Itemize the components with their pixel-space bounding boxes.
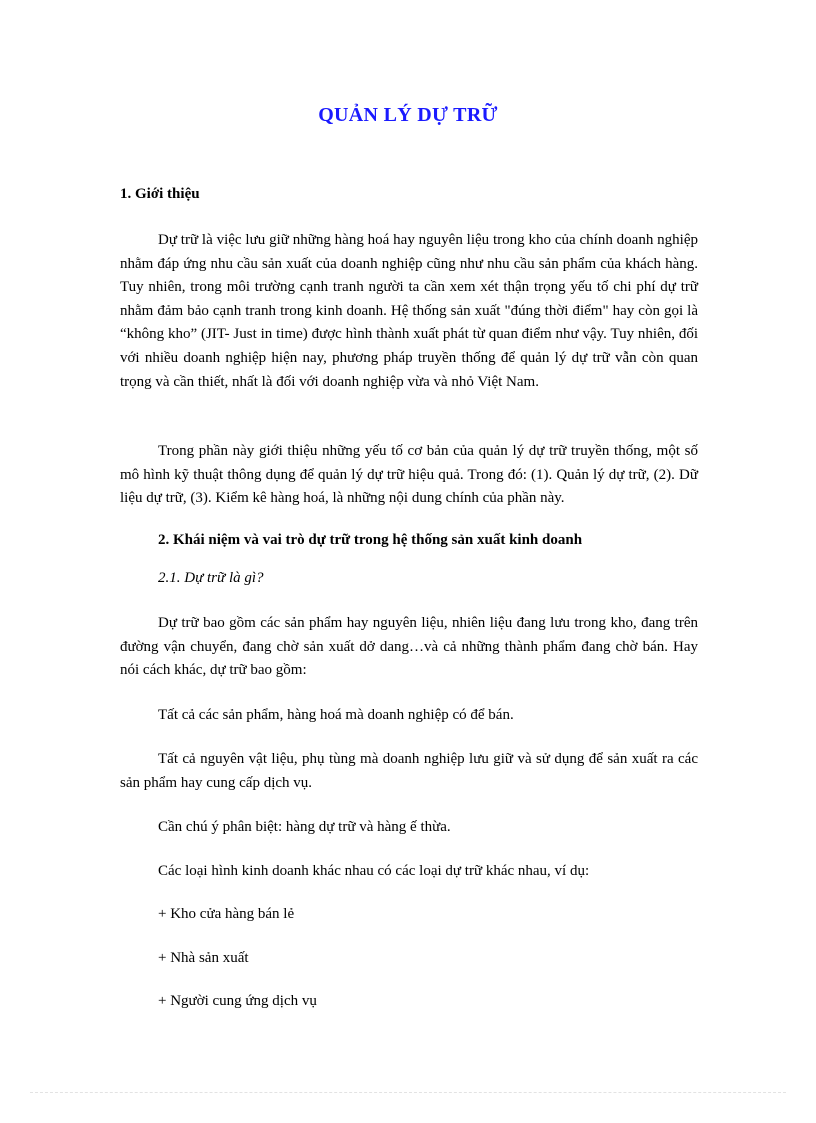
section-2-paragraph-1: Dự trữ bao gồm các sản phẩm hay nguyên liệu, nhiên liệu đang lưu trong kho, đang trên đường vận chuyển, đang chờ sản xuất dở dang…và cả những thành phẩm đang chờ bán. Hay nói cách khác, dự trữ bao gồm: <box>120 615 698 679</box>
section-2-paragraph-5: Các loại hình kinh doanh khác nhau có các loại dự trữ khác nhau, ví dụ: <box>158 863 590 879</box>
section-2-paragraph-2: Tất cả các sản phẩm, hàng hoá mà doanh nghiệp có để bán. <box>158 707 514 723</box>
section-1-paragraph-2: Trong phần này giới thiệu những yếu tố cơ bản của quản lý dự trữ truyền thống, một số mô hình kỹ thuật thông dụng để quản lý dự trữ hiệu quả. Trong đó: (1). Quản lý dự trữ, (2). Dữ liệu dự trữ, (3). Kiểm kê hàng hoá, là những nội dung chính của phần này. <box>120 443 698 507</box>
section-1-paragraph-1: Dự trữ là việc lưu giữ những hàng hoá hay nguyên liệu trong kho của chính doanh nghiệp nhằm đáp ứng nhu cầu sản xuất của doanh nghiệp cũng như nhu cầu sản phẩm của khách hàng. Tuy nhiên, trong môi trường cạnh tranh người ta cần xem xét thận trọng yếu tố chi phí dự trữ nhằm đảm bảo cạnh tranh trong kinh doanh. Hệ thống sản xuất "đúng thời điểm" hay còn gọi là “không kho” (JIT- Just in time) được hình thành xuất phát từ quan điểm như vậy. Tuy nhiên, đối với nhiều doanh nghiệp hiện nay, phương pháp truyền thống để quản lý dự trữ vẫn còn quan trọng và cần thiết, nhất là đối với doanh nghiệp vừa và nhỏ Việt Nam. <box>120 232 698 390</box>
list-item: + Kho cửa hàng bán lẻ <box>158 906 295 922</box>
section-2-paragraph-3: Tất cả nguyên vật liệu, phụ tùng mà doanh nghiệp lưu giữ và sử dụng để sản xuất ra các sản phẩm hay cung cấp dịch vụ. <box>120 751 698 791</box>
section-2-heading: 2. Khái niệm và vai trò dự trữ trong hệ thống sản xuất kinh doanh <box>158 532 583 548</box>
section-2-paragraph-4: Cần chú ý phân biệt: hàng dự trữ và hàng ế thừa. <box>158 819 451 835</box>
section-1-heading: 1. Giới thiệu <box>120 186 200 202</box>
list-item: + Người cung ứng dịch vụ <box>158 993 317 1009</box>
document-title: QUẢN LÝ DỰ TRỮ <box>318 104 498 126</box>
list-item: + Nhà sản xuất <box>158 950 249 966</box>
section-2-1-heading: 2.1. Dự trữ là gì? <box>158 570 264 586</box>
page-bottom-divider <box>30 1092 786 1093</box>
